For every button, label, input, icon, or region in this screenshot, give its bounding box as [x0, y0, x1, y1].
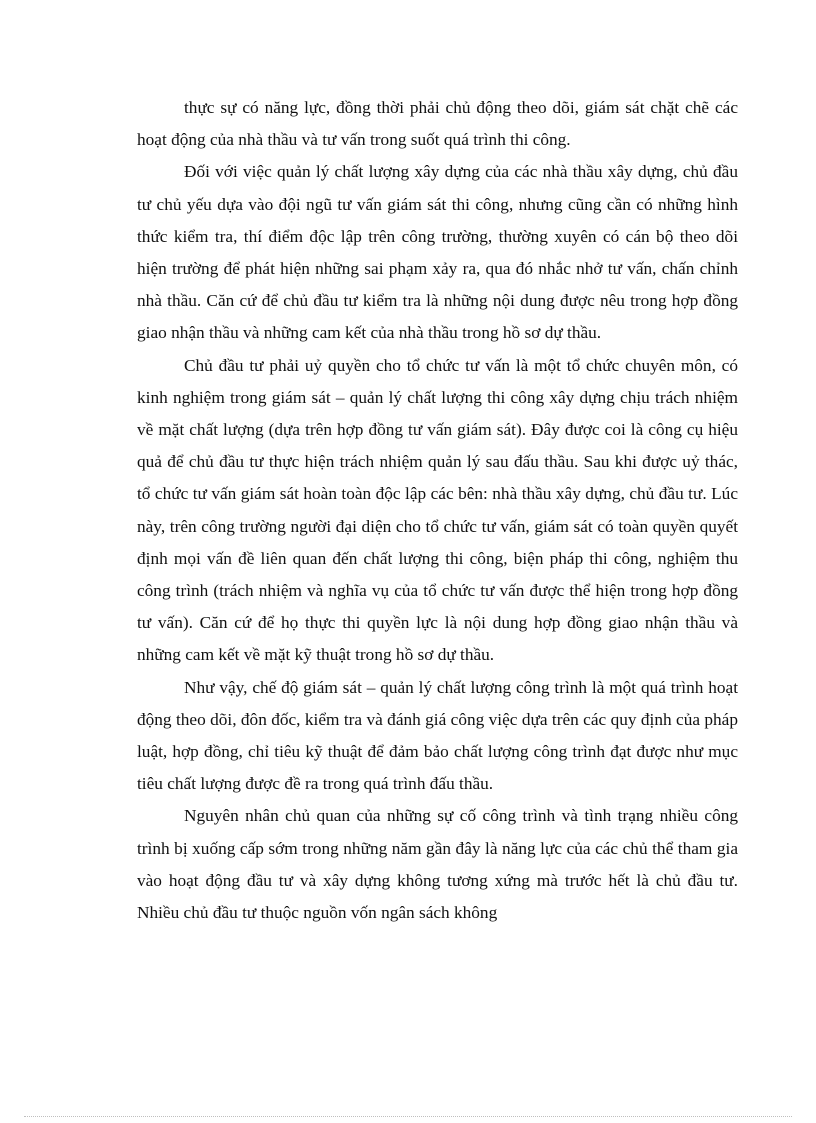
- paragraph-5: Nguyên nhân chủ quan của những sự cố công trình và tình trạng nhiều công trình bị xuống cấp sớm trong những năm gần đây là năng lực của các chủ thể tham gia vào hoạt động đầu tư và xây dựng không tương xứng mà trước hết là chủ đầu tư. Nhiều chủ đầu tư thuộc nguồn vốn ngân sách không: [137, 806, 738, 923]
- body-text: [137, 92, 738, 929]
- paragraph-1: thực sự có năng lực, đồng thời phải chủ động theo dõi, giám sát chặt chẽ các hoạt động của nhà thầu và tư vấn trong suốt quá trình thi công.: [137, 98, 738, 150]
- paragraph-3: Chủ đầu tư phải uỷ quyền cho tổ chức tư vấn là một tổ chức chuyên môn, có kinh nghiệm trong giám sát – quản lý chất lượng thi công xây dựng chịu trách nhiệm về mặt chất lượng (dựa trên hợp đồng tư vấn giám sát). Đây được coi là công cụ hiệu quả để chủ đầu tư thực hiện trách nhiệm quản lý sau đấu thầu. Sau khi được uỷ thác, tổ chức tư vấn giám sát hoàn toàn độc lập các bên: nhà thầu xây dựng, chủ đầu tư. Lúc này, trên công trường người đại diện cho tổ chức tư vấn, giám sát có toàn quyền quyết định mọi vấn đề liên quan đến chất lượng thi công, biện pháp thi công, nghiệm thu công trình (trách nhiệm và nghĩa vụ của tổ chức tư vấn được thể hiện trong hợp đồng tư vấn). Căn cứ để họ thực thi quyền lực là nội dung hợp đồng giao nhận thầu và những cam kết về mặt kỹ thuật trong hồ sơ dự thầu.: [137, 355, 738, 665]
- paragraph-4: Như vậy, chế độ giám sát – quản lý chất lượng công trình là một quá trình hoạt động theo dõi, đôn đốc, kiểm tra và đánh giá công việc dựa trên các quy định của pháp luật, hợp đồng, chỉ tiêu kỹ thuật để đảm bảo chất lượng công trình đạt được như mục tiêu chất lượng được đề ra trong quá trình đấu thầu.: [137, 677, 738, 794]
- page-bottom-divider: [24, 1116, 792, 1117]
- paragraph-2: Đối với việc quản lý chất lượng xây dựng của các nhà thầu xây dựng, chủ đầu tư chủ yếu dựa vào đội ngũ tư vấn giám sát thi công, nhưng cũng cần có những hình thức kiểm tra, thí điểm độc lập trên công trường, thường xuyên có cán bộ theo dõi hiện trường để phát hiện những sai phạm xảy ra, qua đó nhắc nhở tư vấn, chấn chỉnh nhà thầu. Căn cứ để chủ đầu tư kiểm tra là những nội dung được nêu trong hợp đồng giao nhận thầu và những cam kết của nhà thầu trong hồ sơ dự thầu.: [137, 162, 738, 343]
